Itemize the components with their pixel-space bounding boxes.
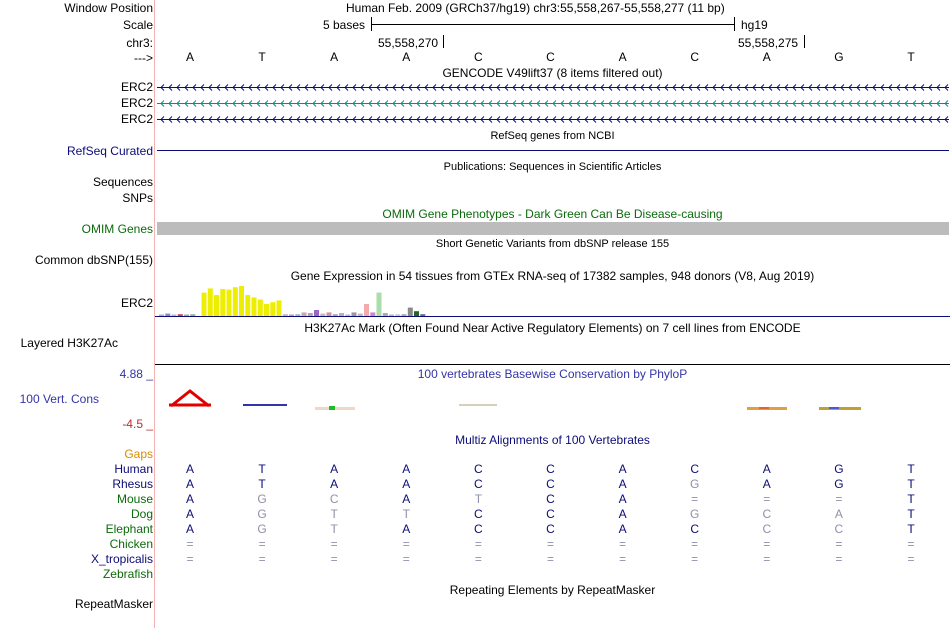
species-label[interactable]: Chicken <box>109 537 153 551</box>
phylop-base-10 <box>819 407 861 410</box>
alignment-base: T <box>907 492 915 506</box>
alignment-base: = <box>258 537 266 551</box>
gtex-tissue-bar <box>252 297 257 316</box>
phylop-min-label: -4.5 _ <box>122 417 153 431</box>
alignment-base: = <box>835 552 843 566</box>
alignment-base: T <box>330 507 338 521</box>
alignment-base: A <box>618 507 627 521</box>
alignment-base: T <box>258 477 266 491</box>
alignment-base: C <box>474 477 483 491</box>
gtex-tissue-bar <box>227 290 232 316</box>
alignment-base: = <box>691 552 699 566</box>
alignment-base: A <box>618 477 627 491</box>
alignment-base: T <box>907 462 915 476</box>
ruler-base: A <box>185 50 194 64</box>
alignment-base: C <box>762 507 772 521</box>
phylop-label[interactable]: 100 Vert. Cons <box>19 392 99 406</box>
chr-label: chr3: <box>126 36 153 50</box>
alignment-base: = <box>258 552 266 566</box>
phylop-base-9 <box>747 407 787 410</box>
species-label[interactable]: Zebrafish <box>102 567 153 581</box>
gtex-tissue-bar <box>239 286 244 316</box>
gtex-tissue-bar <box>208 288 213 316</box>
omim-feature-bar[interactable] <box>157 222 949 235</box>
alignment-base: = <box>546 552 554 566</box>
alignment-base: = <box>186 537 194 551</box>
gtex-tissue-bar <box>245 295 250 316</box>
alignment-base: = <box>330 537 338 551</box>
alignment-base: C <box>690 522 700 536</box>
gtex-tissue-bar <box>408 308 413 316</box>
alignment-base: G <box>834 477 844 491</box>
alignment-base: G <box>690 477 700 491</box>
alignment-base: = <box>402 537 410 551</box>
gencode-item-3-label[interactable]: ERC2 <box>120 112 153 126</box>
alignment-base: A <box>185 492 194 506</box>
gtex-tissue-bar <box>364 304 369 316</box>
coord-right: 55,558,275 <box>738 36 799 50</box>
alignment-base: = <box>763 552 771 566</box>
alignment-base: G <box>834 462 844 476</box>
alignment-base: A <box>618 492 627 506</box>
alignment-base: C <box>546 462 555 476</box>
alignment-base: G <box>257 492 267 506</box>
alignment-base: C <box>546 522 555 536</box>
refseq-label[interactable]: RefSeq Curated <box>66 144 153 158</box>
gtex-track-title: Gene Expression in 54 tissues from GTEx RNA-seq of 17382 samples, 948 donors (V8, Aug 2019) <box>290 269 815 283</box>
scale-bases-text: 5 bases <box>323 18 366 32</box>
alignment-base: C <box>546 507 555 521</box>
alignment-base: A <box>402 492 411 506</box>
ruler-base: C <box>690 50 700 64</box>
alignment-base: A <box>618 522 627 536</box>
alignment-base: C <box>546 477 555 491</box>
gtex-tissue-bar <box>270 302 275 316</box>
alignment-base: = <box>474 537 482 551</box>
alignment-base: C <box>690 462 700 476</box>
ruler-base: A <box>402 50 411 64</box>
alignment-base: = <box>835 492 843 506</box>
species-label[interactable]: Elephant <box>105 522 153 536</box>
phylop-base-1 <box>169 391 211 406</box>
alignment-base: C <box>474 507 483 521</box>
alignment-base: C <box>762 522 772 536</box>
omim-track-title: OMIM Gene Phenotypes - Dark Green Can Be Disease-causing <box>382 207 723 221</box>
alignment-base: C <box>329 492 339 506</box>
phylop-track-title: 100 vertebrates Basewise Conservation by PhyloP <box>417 367 688 381</box>
alignment-base: = <box>763 537 771 551</box>
gtex-tissue-bar <box>233 287 238 316</box>
alignment-base: C <box>474 522 483 536</box>
alignment-base: C <box>546 492 555 506</box>
alignment-base: A <box>330 462 339 476</box>
h3k27ac-baseline <box>155 364 950 365</box>
alignment-base: A <box>185 507 194 521</box>
phylop-conservation-plot[interactable] <box>157 386 949 416</box>
alignment-base: A <box>762 462 771 476</box>
alignment-base: = <box>691 492 699 506</box>
alignment-base: A <box>185 462 194 476</box>
alignment-base: G <box>257 507 267 521</box>
alignment-base: A <box>402 522 411 536</box>
alignment-base: = <box>330 552 338 566</box>
species-label[interactable]: Human <box>114 462 153 476</box>
gtex-gene-label[interactable]: ERC2 <box>120 296 153 310</box>
refseq-track-title: RefSeq genes from NCBI <box>490 130 615 142</box>
alignment-base: G <box>257 522 267 536</box>
phylop-max-label: 4.88 _ <box>119 367 153 381</box>
gencode-item-1-label[interactable]: ERC2 <box>120 80 153 94</box>
repeatmasker-track-title: Repeating Elements by RepeatMasker <box>449 583 656 597</box>
gtex-tissue-bar <box>202 293 207 316</box>
coord-right-tick <box>804 35 805 48</box>
publications-track-title: Publications: Sequences in Scientific Articles <box>443 161 662 173</box>
alignment-base: A <box>330 477 339 491</box>
gencode-item-2-gene[interactable] <box>157 99 949 108</box>
alignment-base: A <box>402 477 411 491</box>
gtex-tissue-bar <box>258 300 263 317</box>
coord-left-tick <box>443 35 444 48</box>
alignment-base: = <box>186 552 194 566</box>
gencode-item-3-gene[interactable] <box>157 115 949 124</box>
alignment-base: = <box>907 552 915 566</box>
alignment-base: = <box>691 537 699 551</box>
alignment-base: = <box>402 552 410 566</box>
alignment-base: = <box>619 537 627 551</box>
label-divider <box>154 0 155 628</box>
alignment-base: T <box>402 507 410 521</box>
window-position-label: Window Position <box>64 1 153 15</box>
alignment-base: C <box>474 462 483 476</box>
gtex-tissue-bar <box>264 304 269 316</box>
publications-sequences-label[interactable]: Sequences <box>92 175 153 189</box>
gtex-tissue-bar <box>220 289 225 316</box>
gencode-track-title: GENCODE V49lift37 (8 items filtered out) <box>442 66 663 80</box>
alignment-base: A <box>834 507 843 521</box>
dbsnp-track-title: Short Genetic Variants from dbSNP release 155 <box>435 238 670 250</box>
alignment-base: A <box>402 462 411 476</box>
refseq-gene-line[interactable] <box>157 150 949 151</box>
alignment-base: C <box>834 522 844 536</box>
strand-arrow-label: ---> <box>134 51 153 65</box>
alignment-base: = <box>474 552 482 566</box>
omim-label[interactable]: OMIM Genes <box>81 222 153 236</box>
alignment-base: T <box>258 462 266 476</box>
window-position-value: Human Feb. 2009 (GRCh37/hg19) chr3:55,558,267-55,558,277 (11 bp) <box>346 1 725 15</box>
species-label[interactable]: Mouse <box>116 492 153 506</box>
gencode-item-2-label[interactable]: ERC2 <box>120 96 153 110</box>
alignment-base: T <box>907 477 915 491</box>
alignment-base: T <box>907 522 915 536</box>
ruler-base: T <box>907 50 915 64</box>
gtex-tissue-bar <box>377 293 382 316</box>
multiz-track-title: Multiz Alignments of 100 Vertebrates <box>455 433 650 447</box>
alignment-base: = <box>619 552 627 566</box>
phylop-base-3 <box>315 406 355 410</box>
alignment-base: A <box>762 477 771 491</box>
ruler-base: A <box>618 50 627 64</box>
ruler-base: C <box>546 50 555 64</box>
ruler-base: A <box>762 50 771 64</box>
alignment-base: = <box>546 537 554 551</box>
dbsnp-label[interactable]: Common dbSNP(155) <box>34 253 153 267</box>
coord-left: 55,558,270 <box>378 36 439 50</box>
alignment-base: T <box>330 522 338 536</box>
alignment-base: T <box>907 507 915 521</box>
h3k27ac-label[interactable]: Layered H3K27Ac <box>20 336 118 350</box>
alignment-base: A <box>185 477 194 491</box>
ruler-base: C <box>474 50 483 64</box>
gtex-expression-chart[interactable] <box>157 284 949 318</box>
alignment-base: = <box>835 537 843 551</box>
scale-assembly: hg19 <box>741 18 768 32</box>
multiz-gaps-label: Gaps <box>124 447 153 461</box>
gencode-item-1-gene[interactable] <box>157 83 949 92</box>
alignment-base: G <box>690 507 700 521</box>
alignment-base: = <box>907 537 915 551</box>
alignment-base: = <box>763 492 771 506</box>
ruler-base: T <box>258 50 266 64</box>
species-label[interactable]: Rhesus <box>112 477 153 491</box>
h3k27ac-track-title: H3K27Ac Mark (Often Found Near Active Regulatory Elements) on 7 cell lines from ENCODE <box>304 321 801 335</box>
alignment-base: T <box>474 492 483 506</box>
gtex-tissue-bar <box>277 300 282 316</box>
alignment-base: A <box>185 522 194 536</box>
species-label[interactable]: X_tropicalis <box>90 552 153 566</box>
publications-snps-label[interactable]: SNPs <box>122 191 153 205</box>
species-label[interactable]: Dog <box>130 507 153 521</box>
gtex-tissue-bar <box>214 295 219 316</box>
alignment-base: A <box>618 462 627 476</box>
ruler-base: G <box>834 50 844 64</box>
repeatmasker-label[interactable]: RepeatMasker <box>74 597 153 611</box>
ruler-base: A <box>330 50 339 64</box>
scale-label: Scale <box>122 18 153 32</box>
gtex-baseline <box>155 316 950 317</box>
scale-bar <box>371 17 735 31</box>
